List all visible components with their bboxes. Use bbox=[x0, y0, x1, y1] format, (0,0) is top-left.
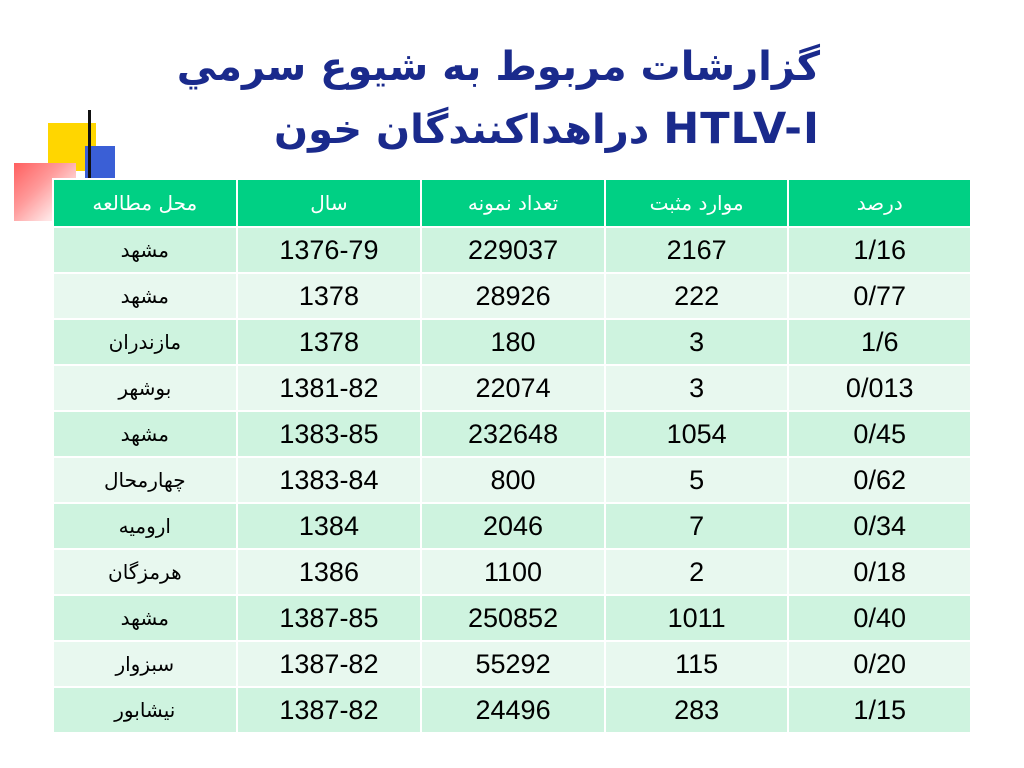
cell-location: نيشابور bbox=[53, 687, 237, 733]
title-virus-name: HTLV-I bbox=[663, 104, 820, 154]
cell-sample-count: 55292 bbox=[421, 641, 605, 687]
table-row bbox=[53, 411, 971, 457]
cell-positive-cases: 222 bbox=[605, 273, 789, 319]
slide-title bbox=[120, 38, 820, 161]
cell-percent: 0/45 bbox=[788, 411, 971, 457]
cell-year: 1378 bbox=[237, 273, 422, 319]
cell-positive-cases: 7 bbox=[605, 503, 789, 549]
table-row bbox=[53, 319, 971, 365]
cell-percent: 0/34 bbox=[788, 503, 971, 549]
cell-year: 1384 bbox=[237, 503, 422, 549]
cell-positive-cases: 3 bbox=[605, 319, 789, 365]
cell-location: سبزوار bbox=[53, 641, 237, 687]
header-percent: درصد bbox=[788, 179, 971, 227]
cell-sample-count: 229037 bbox=[421, 227, 605, 273]
cell-percent: 0/20 bbox=[788, 641, 971, 687]
table-row bbox=[53, 227, 971, 273]
cell-year: 1378 bbox=[237, 319, 422, 365]
cell-positive-cases: 1054 bbox=[605, 411, 789, 457]
cell-sample-count: 1100 bbox=[421, 549, 605, 595]
cell-year: 1381-82 bbox=[237, 365, 422, 411]
cell-sample-count: 800 bbox=[421, 457, 605, 503]
title-line-2-text: دراهداكنندگان خون bbox=[274, 107, 650, 153]
cell-location: مشهد bbox=[53, 273, 237, 319]
cell-location: مشهد bbox=[53, 227, 237, 273]
header-sample-count: تعداد نمونه bbox=[421, 179, 605, 227]
cell-positive-cases: 2 bbox=[605, 549, 789, 595]
cell-percent: 0/40 bbox=[788, 595, 971, 641]
prevalence-table bbox=[52, 178, 972, 734]
cell-sample-count: 24496 bbox=[421, 687, 605, 733]
cell-sample-count: 250852 bbox=[421, 595, 605, 641]
table-row bbox=[53, 595, 971, 641]
cell-positive-cases: 2167 bbox=[605, 227, 789, 273]
cell-positive-cases: 115 bbox=[605, 641, 789, 687]
table-row bbox=[53, 273, 971, 319]
cell-location: مشهد bbox=[53, 595, 237, 641]
cell-sample-count: 28926 bbox=[421, 273, 605, 319]
title-line-1: گزارشات مربوط به شيوع سرمي bbox=[176, 44, 820, 90]
cell-year: 1376-79 bbox=[237, 227, 422, 273]
cell-percent: 1/16 bbox=[788, 227, 971, 273]
cell-percent: 1/15 bbox=[788, 687, 971, 733]
table-row bbox=[53, 687, 971, 733]
cell-year: 1387-85 bbox=[237, 595, 422, 641]
cell-percent: 0/62 bbox=[788, 457, 971, 503]
cell-location: اروميه bbox=[53, 503, 237, 549]
table-row bbox=[53, 365, 971, 411]
table-row bbox=[53, 549, 971, 595]
cell-location: مازندران bbox=[53, 319, 237, 365]
cell-year: 1387-82 bbox=[237, 687, 422, 733]
cell-year: 1383-85 bbox=[237, 411, 422, 457]
cell-location: بوشهر bbox=[53, 365, 237, 411]
table-row bbox=[53, 457, 971, 503]
table-row bbox=[53, 503, 971, 549]
header-positive-cases: موارد مثبت bbox=[605, 179, 789, 227]
cell-percent: 0/18 bbox=[788, 549, 971, 595]
cell-positive-cases: 5 bbox=[605, 457, 789, 503]
cell-positive-cases: 3 bbox=[605, 365, 789, 411]
cell-location: مشهد bbox=[53, 411, 237, 457]
cell-sample-count: 22074 bbox=[421, 365, 605, 411]
header-study-location: محل مطالعه bbox=[53, 179, 237, 227]
cell-sample-count: 2046 bbox=[421, 503, 605, 549]
cell-positive-cases: 283 bbox=[605, 687, 789, 733]
table-header-row bbox=[53, 179, 971, 227]
title-line-2 bbox=[120, 98, 820, 161]
cell-sample-count: 232648 bbox=[421, 411, 605, 457]
table-row bbox=[53, 641, 971, 687]
header-year: سال bbox=[237, 179, 422, 227]
cell-location: هرمزگان bbox=[53, 549, 237, 595]
cell-percent: 0/013 bbox=[788, 365, 971, 411]
cell-sample-count: 180 bbox=[421, 319, 605, 365]
cell-positive-cases: 1011 bbox=[605, 595, 789, 641]
cell-percent: 0/77 bbox=[788, 273, 971, 319]
cell-year: 1386 bbox=[237, 549, 422, 595]
cell-location: چهارمحال bbox=[53, 457, 237, 503]
cell-year: 1383-84 bbox=[237, 457, 422, 503]
cell-year: 1387-82 bbox=[237, 641, 422, 687]
cell-percent: 1/6 bbox=[788, 319, 971, 365]
